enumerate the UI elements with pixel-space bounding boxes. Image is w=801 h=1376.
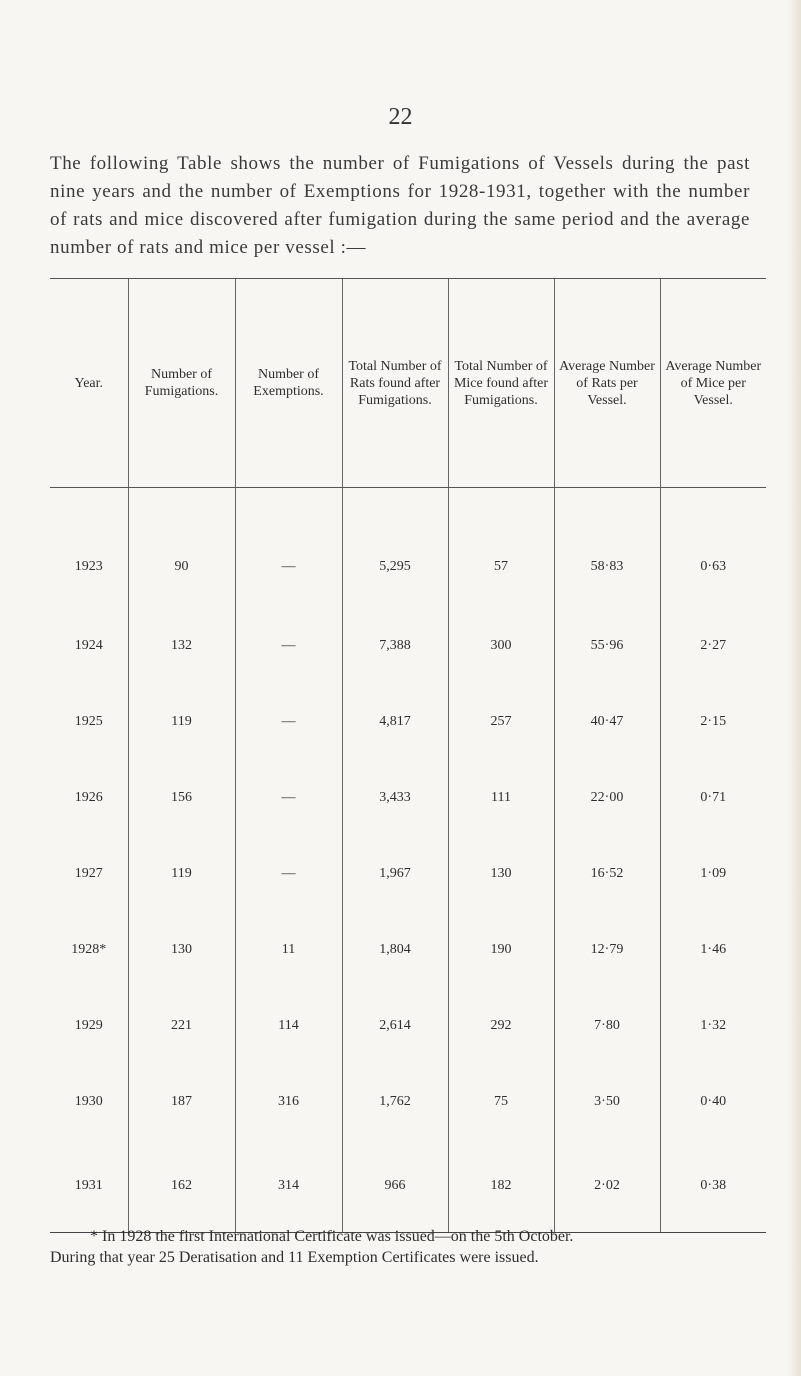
- cell-average-rats: 16·52: [554, 836, 660, 912]
- cell-year: 1924: [74, 638, 103, 653]
- table-row: [50, 988, 766, 1064]
- cell-total-rats: 966: [342, 1140, 448, 1233]
- cell-exemptions: 11: [235, 912, 342, 988]
- cell-total-mice: 182: [448, 1140, 554, 1233]
- cell-average-mice: 0·40: [660, 1064, 766, 1140]
- fumigation-table-container: [50, 278, 766, 1233]
- cell-average-rats: 58·83: [554, 488, 660, 609]
- cell-total-mice: 257: [448, 684, 554, 760]
- cell-fumigations: 130: [128, 912, 235, 988]
- table-row: [50, 760, 766, 836]
- intro-paragraph: The following Table shows the number of Fumigations of Vessels during the past nine years and the number of Exemptions for 1928-1931, together with the number of rats and mice discovered after fumigation during the same period and the average number of rats and mice per vessel :—: [50, 153, 750, 258]
- header-average-rats: Average Number of Rats per Vessel.: [554, 279, 660, 488]
- table-row: [50, 684, 766, 760]
- cell-exemptions: 316: [235, 1064, 342, 1140]
- cell-exemptions: 114: [235, 988, 342, 1064]
- cell-exemptions: —: [235, 684, 342, 760]
- cell-total-mice: 111: [448, 760, 554, 836]
- cell-average-rats: 12·79: [554, 912, 660, 988]
- cell-average-rats: 2·02: [554, 1140, 660, 1233]
- cell-average-mice: 0·63: [660, 488, 766, 609]
- cell-average-mice: 2·27: [660, 608, 766, 684]
- header-total-mice: Total Number of Mice found after Fumigations.: [448, 279, 554, 488]
- page-edge-shading: [787, 0, 801, 1376]
- header-year: Year.: [50, 279, 128, 488]
- table-row: [50, 912, 766, 988]
- header-exemptions: Number of Exemptions.: [235, 279, 342, 488]
- footnote-line-1: * In 1928 the first International Certificate was issued—on the 5th October.: [90, 1228, 574, 1245]
- cell-year: 1927: [74, 866, 103, 881]
- page-number: 22: [388, 104, 413, 130]
- header-average-mice: Average Number of Mice per Vessel.: [660, 279, 766, 488]
- cell-fumigations: 187: [128, 1064, 235, 1140]
- cell-exemptions: —: [235, 488, 342, 609]
- cell-total-rats: 7,388: [342, 608, 448, 684]
- footnote-line-2: During that year 25 Deratisation and 11 Exemption Certificates were issued.: [50, 1249, 539, 1266]
- cell-total-rats: 5,295: [342, 488, 448, 609]
- cell-year: 1925: [74, 714, 103, 729]
- footnote: [50, 1226, 766, 1268]
- table-row: [50, 1140, 766, 1233]
- cell-fumigations: 90: [128, 488, 235, 609]
- cell-average-mice: 1·32: [660, 988, 766, 1064]
- cell-exemptions: 314: [235, 1140, 342, 1233]
- cell-fumigations: 156: [128, 760, 235, 836]
- cell-average-mice: 1·46: [660, 912, 766, 988]
- cell-year: 1929: [74, 1018, 103, 1033]
- cell-average-mice: 1·09: [660, 836, 766, 912]
- cell-total-rats: 3,433: [342, 760, 448, 836]
- table-row: [50, 608, 766, 684]
- cell-total-rats: 1,762: [342, 1064, 448, 1140]
- cell-total-rats: 1,967: [342, 836, 448, 912]
- cell-total-mice: 190: [448, 912, 554, 988]
- cell-average-rats: 3·50: [554, 1064, 660, 1140]
- header-total-rats: Total Number of Rats found after Fumigations.: [342, 279, 448, 488]
- cell-year: 1923: [74, 559, 103, 574]
- table-row: [50, 1064, 766, 1140]
- cell-total-mice: 130: [448, 836, 554, 912]
- cell-average-mice: 0·38: [660, 1140, 766, 1233]
- cell-total-rats: 4,817: [342, 684, 448, 760]
- cell-average-rats: 7·80: [554, 988, 660, 1064]
- table-row: [50, 488, 766, 609]
- cell-average-mice: 0·71: [660, 760, 766, 836]
- table-row: [50, 836, 766, 912]
- cell-exemptions: —: [235, 760, 342, 836]
- cell-total-mice: 75: [448, 1064, 554, 1140]
- cell-total-mice: 57: [448, 488, 554, 609]
- cell-average-mice: 2·15: [660, 684, 766, 760]
- cell-fumigations: 221: [128, 988, 235, 1064]
- header-fumigations: Number of Fumigations.: [128, 279, 235, 488]
- cell-fumigations: 162: [128, 1140, 235, 1233]
- cell-total-rats: 2,614: [342, 988, 448, 1064]
- cell-total-mice: 292: [448, 988, 554, 1064]
- cell-exemptions: —: [235, 836, 342, 912]
- fumigation-table: [50, 278, 766, 1233]
- table-body: [50, 488, 766, 1233]
- cell-year: 1926: [74, 790, 103, 805]
- cell-fumigations: 119: [128, 684, 235, 760]
- cell-exemptions: —: [235, 608, 342, 684]
- cell-fumigations: 119: [128, 836, 235, 912]
- cell-average-rats: 40·47: [554, 684, 660, 760]
- cell-average-rats: 22·00: [554, 760, 660, 836]
- cell-total-rats: 1,804: [342, 912, 448, 988]
- cell-year: 1931: [50, 1140, 128, 1233]
- cell-year: 1930: [74, 1094, 103, 1109]
- cell-total-mice: 300: [448, 608, 554, 684]
- cell-fumigations: 132: [128, 608, 235, 684]
- cell-year: 1928*: [71, 942, 107, 957]
- table-header-row: [50, 279, 766, 488]
- cell-average-rats: 55·96: [554, 608, 660, 684]
